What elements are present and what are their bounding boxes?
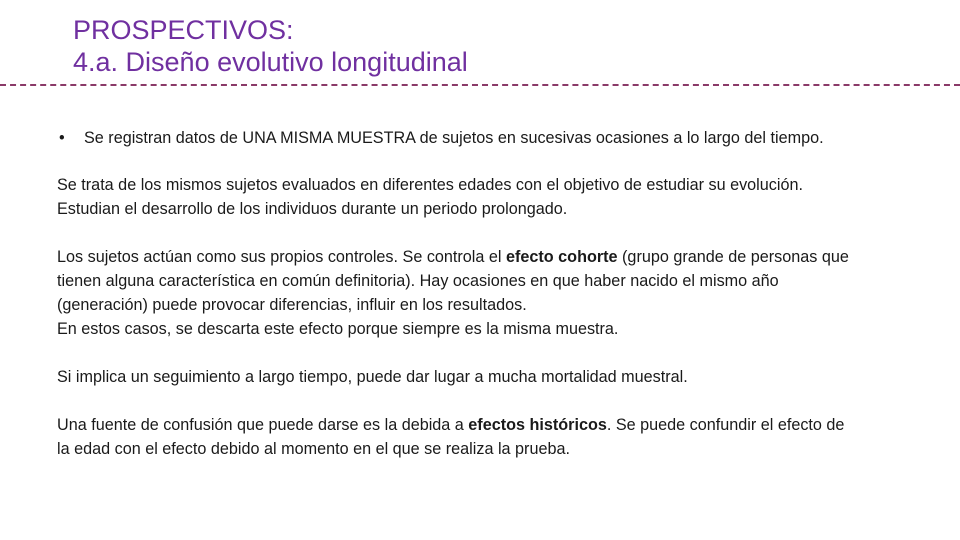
title-line-1: PROSPECTIVOS:: [73, 15, 294, 45]
title-divider: [0, 84, 960, 86]
paragraph-2-text-after: (grupo grande de personas que tienen alguna característica en común definitoria). Hay ocasiones en que haber nacido el mismo año (generación) puede provocar diferencias, influir en los resultados.: [57, 248, 849, 314]
slide-body: [57, 126, 857, 485]
bullet-marker: •: [59, 129, 65, 147]
bullet-text: Se registran datos de UNA MISMA MUESTRA de sujetos en sucesivas ocasiones a lo largo del tiempo.: [84, 129, 824, 147]
paragraph-4-text-after: . Se puede confundir el efecto de la edad con el efecto debido al momento en el que se realiza la prueba.: [57, 416, 845, 458]
paragraph-1: Se trata de los mismos sujetos evaluados en diferentes edades con el objetivo de estudiar su evolución. Estudian el desarrollo de los individuos durante un periodo prolongado.: [57, 176, 803, 218]
bullet-item: [57, 126, 857, 150]
paragraph-4-bold-term: efectos históricos: [468, 416, 607, 434]
paragraph-4-text-before: Una fuente de confusión que puede darse es la debida a: [57, 416, 469, 434]
title-line-2: 4.a. Diseño evolutivo longitudinal: [73, 47, 468, 77]
paragraph-2-line-2: En estos casos, se descarta este efecto porque siempre es la misma muestra.: [57, 320, 619, 338]
paragraph-2: [57, 245, 857, 341]
paragraph-2-text-before: Los sujetos actúan como sus propios controles. Se controla el: [57, 248, 506, 266]
paragraph-3: Si implica un seguimiento a largo tiempo, puede dar lugar a mucha mortalidad muestral.: [57, 368, 688, 386]
slide-title: [73, 14, 468, 78]
paragraph-2-bold-term: efecto cohorte: [506, 248, 618, 266]
paragraph-4: [57, 413, 857, 461]
